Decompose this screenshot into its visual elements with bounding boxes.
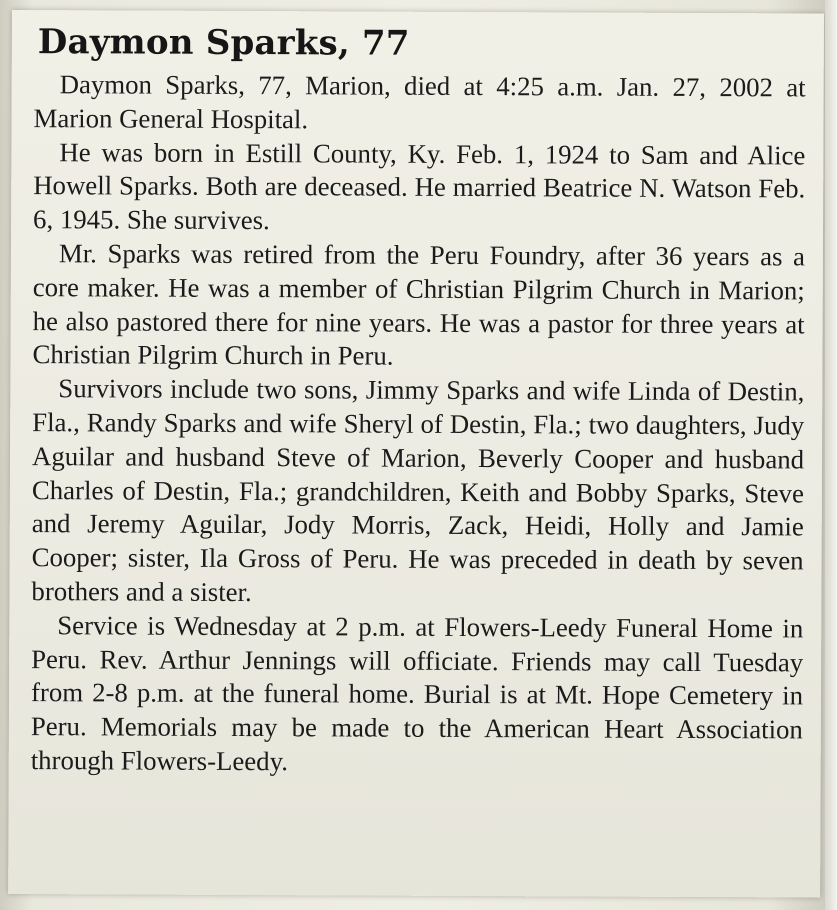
paragraph-survivors: Survivors include two sons, Jimmy Sparks and wife Linda of Destin, Fla., Randy Sparks and wife Sheryl of Destin, Fla.; two daughters, Judy Aguilar and husband Steve of Marion, Beverly Cooper and husband Charles of Destin, Fla.; grandchildren, Keith and Bobby Sparks, Steve and Jeremy Aguilar, Jody Morris, Zack, Heidi, Holly and Jamie Cooper; sister, Ila Gross of Peru. He was preceded in death by seven brothers and a sister. (31, 373, 805, 608)
paragraph-service-details: Service is Wednesday at 2 p.m. at Flowers-Leedy Funeral Home in Peru. Rev. Arthur Jennings will officiate. Friends may call Tuesday from 2-8 p.m. at the funeral home. Burial is at Mt. Hope Cemetery in Peru. Memorials may be made to the American Heart Association through Flowers-Leedy. (30, 609, 804, 777)
paragraph-birth-marriage: He was born in Estill County, Ky. Feb. 1, 1924 to Sam and Alice Howell Sparks. Both are deceased. He married Beatrice N. Watson Feb. 6, 1945. She survives. (33, 136, 806, 236)
background-edge (825, 0, 837, 910)
obituary-body (31, 68, 806, 781)
paragraph-career-church: Mr. Sparks was retired from the Peru Foundry, after 36 years as a core maker. He was a member of Christian Pilgrim Church in Marion; he also pastored there for nine years. He was a pastor for three years at Christian Pilgrim Church in Peru. (32, 238, 805, 372)
newspaper-clipping (8, 10, 824, 898)
paragraph-death-notice: Daymon Sparks, 77, Marion, died at 4:25 a.m. Jan. 27, 2002 at Marion General Hospital. (33, 69, 806, 135)
obituary-headline: Daymon Sparks, 77 (37, 22, 410, 64)
